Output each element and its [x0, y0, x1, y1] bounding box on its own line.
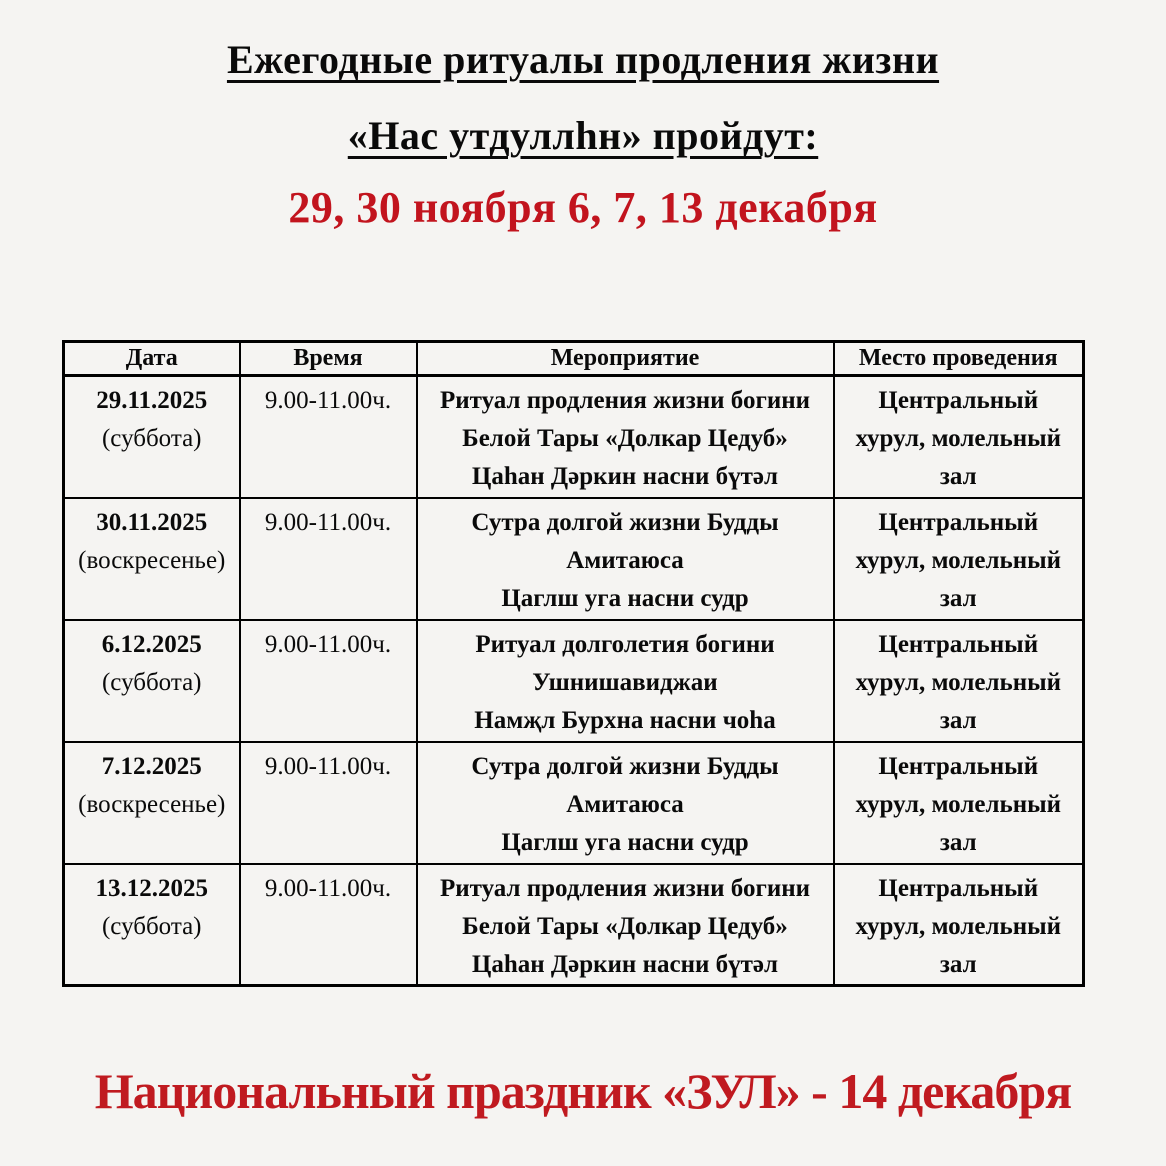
column-header-time: Время [240, 342, 417, 376]
date-value: 30.11.2025 [96, 508, 208, 536]
event-line: Намҗл Бурхна насни чоһа [474, 706, 776, 734]
ritual-dates-headline: 29, 30 ноября 6, 7, 13 декабря [288, 183, 878, 232]
location-line: Центральный [878, 752, 1039, 780]
weekday-value: (суббота) [101, 425, 202, 452]
date-value: 7.12.2025 [101, 752, 202, 780]
location-line: Центральный [878, 630, 1039, 658]
weekday-value: (суббота) [101, 912, 202, 940]
location-line: хурул, молельный [855, 790, 1062, 818]
date-cell [64, 742, 240, 864]
date-value: 29.11.2025 [96, 387, 208, 414]
location-line: зал [939, 950, 977, 978]
date-cell [64, 376, 240, 498]
event-line: Белой Тары «Долкар Цедуб» [462, 912, 788, 940]
event-cell [417, 864, 834, 986]
date-cell [64, 620, 240, 742]
location-line: зал [939, 828, 977, 856]
event-line: Ритуал долголетия богини [475, 630, 775, 658]
table-row [64, 864, 1084, 986]
time-cell: 9.00-11.00ч. [240, 620, 417, 742]
table-header-row [64, 342, 1084, 376]
event-line: Ушнишавиджаи [532, 668, 718, 696]
event-line: Сутра долгой жизни Будды [471, 508, 779, 536]
event-line: Ритуал продления жизни богини [439, 874, 811, 902]
event-line: Амитаюса [566, 546, 684, 574]
location-line: зал [939, 463, 977, 490]
table-row [64, 498, 1084, 620]
location-line: Центральный [878, 874, 1039, 902]
document-title: Ежегодные ритуалы продления жизни [226, 37, 940, 82]
table-row [64, 742, 1084, 864]
table-row [64, 376, 1084, 498]
time-cell: 9.00-11.00ч. [240, 376, 417, 498]
location-cell [834, 376, 1084, 498]
event-cell [417, 620, 834, 742]
column-header-location: Место проведения [834, 342, 1084, 376]
time-cell: 9.00-11.00ч. [240, 864, 417, 986]
location-line: хурул, молельный [855, 668, 1062, 696]
event-cell [417, 742, 834, 864]
schedule-table [62, 340, 1085, 987]
event-line: Цаһан Дәркин насни бүтәл [471, 950, 779, 978]
festival-announcement: Национальный праздник «ЗУЛ» - 14 декабря [94, 1063, 1072, 1119]
event-line: Сутра долгой жизни Будды [471, 752, 779, 780]
event-line: Цаглш уга насни судр [501, 584, 749, 612]
location-line: хурул, молельный [855, 912, 1062, 940]
event-line: Амитаюса [566, 790, 684, 818]
location-cell [834, 742, 1084, 864]
location-line: Центральный [878, 387, 1039, 414]
column-header-date: Дата [64, 342, 240, 376]
weekday-value: (воскресенье) [78, 546, 226, 574]
date-cell [64, 498, 240, 620]
location-cell [834, 864, 1084, 986]
location-cell [834, 498, 1084, 620]
weekday-value: (суббота) [101, 668, 202, 696]
weekday-value: (воскресенье) [78, 790, 226, 818]
event-line: Белой Тары «Долкар Цедуб» [462, 425, 788, 452]
location-line: Центральный [878, 508, 1039, 536]
location-line: хурул, молельный [855, 425, 1062, 452]
event-line: Ритуал продления жизни богини [439, 387, 811, 414]
location-line: зал [939, 706, 977, 734]
location-cell [834, 620, 1084, 742]
time-cell: 9.00-11.00ч. [240, 498, 417, 620]
location-line: хурул, молельный [855, 546, 1062, 574]
event-cell [417, 376, 834, 498]
date-cell [64, 864, 240, 986]
time-cell: 9.00-11.00ч. [240, 742, 417, 864]
location-line: зал [939, 584, 977, 612]
date-value: 6.12.2025 [101, 630, 202, 658]
table-row [64, 620, 1084, 742]
event-cell [417, 498, 834, 620]
event-line: Цаһан Дәркин насни бүтәл [471, 463, 779, 490]
event-line: Цаглш уга насни судр [501, 828, 749, 856]
document-subtitle: «Нас утдуллһн» пройдут: [347, 113, 819, 158]
column-header-event: Мероприятие [417, 342, 834, 376]
date-value: 13.12.2025 [95, 874, 208, 902]
